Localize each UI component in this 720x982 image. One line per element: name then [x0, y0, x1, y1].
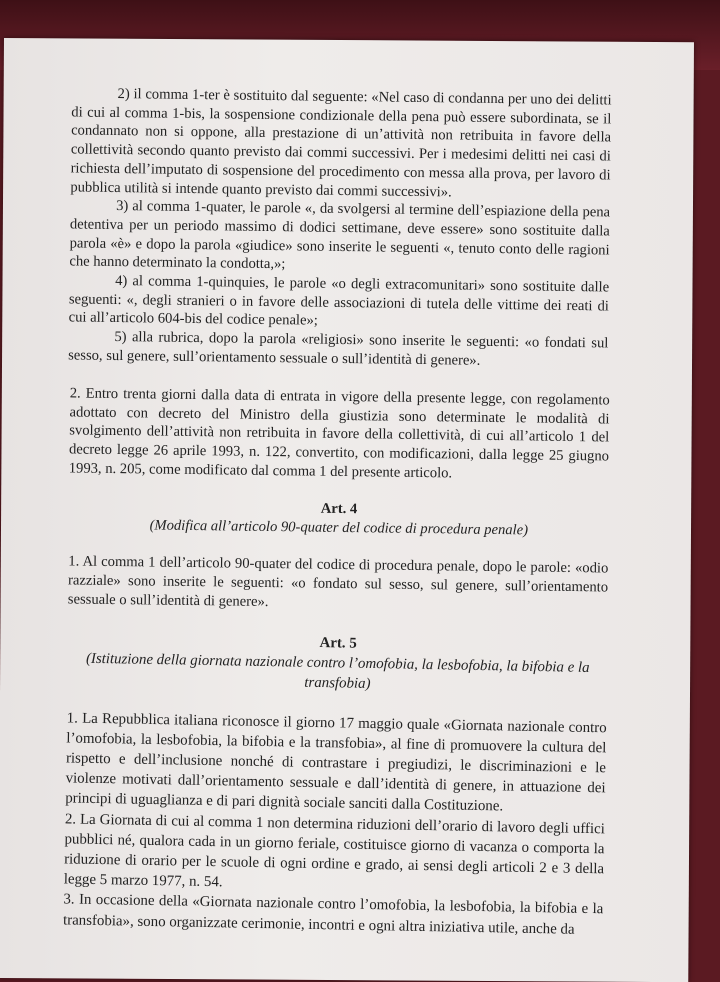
paragraph: 2. Entro trenta giorni dalla data di entrata in vigore della presente legge, con regolamento adottato con decreto del Ministro della giustizia sono determinate le modalità di svolgimento dell’attività non retribuita in favore della collettività, di cui all’articolo 1 del decreto legge 26 aprile 1993, n. 122, convertito, con modificazioni, dalla legge 25 giugno 1993, n. 205, come modificato dal comma 1 del presente articolo.: [68, 384, 610, 481]
article-5: [63, 628, 608, 940]
section-3-paragraph-2: [69, 384, 610, 485]
item-3: 3) al comma 1-quater, le parole «, da svolgersi al termine dell’espiazione della pena detentiva per un periodo massimo di dodici settimane, deve essere» sono sostituite dalla parola «è» e dopo la parola «giudice» sono inserite le seguenti «, tenuto conto delle ragioni che hanno determinato la condotta,»;: [69, 198, 611, 273]
art-5-paragraph-3: 3. In occasione della «Giornata nazionale contro l’omofobia, la lesbofobia, la bifobia e la transfobia», sono organizzate cerimonie, incontri e ogni altra iniziativa utile, anche da: [62, 891, 604, 937]
art-5-paragraph-1: 1. La Repubblica italiana riconosce il giorno 17 maggio quale «Giornata nazionale contro l’omofobia, la lesbofobia, la bifobia e la transfobia», al fine di promuovere la cultura del rispetto e dell’inclusione nonché di contrastare i pregiudizi, le discriminazioni e le violenze motivati dall’orientamento sessuale e dall’identità di genere, in attuazione dei principi di uguaglianza e di pari dignità sociale sanciti dalla Costituzione.: [65, 709, 607, 815]
art-4-subtitle: (Modifica all’articolo 90-quater del codice di procedura penale): [149, 517, 529, 539]
document-page: [0, 38, 694, 982]
art-5-paragraph-2: 2. La Giornata di cui al comma 1 non determina riduzioni dell’orario di lavoro degli uffici pubblici né, qualora cada in un giorno feriale, costituisce giorno di vacanza o comporta la riduzione di orario per le scuole di ogni ordine e grado, ai sensi degli articoli 2 e 3 della legge 5 marzo 1977, n. 54.: [63, 810, 605, 891]
item-4: 4) al comma 1-quinquies, le parole «o degli extracomunitari» sono sostituite dalle seguenti: «, degli stranieri o in favore delle associazioni di tutela delle vittime dei reati di cui all’articolo 604-bis del codice penale»;: [68, 273, 610, 330]
art-4-paragraph-1: 1. Al comma 1 dell’articolo 90-quater del codice di procedura penale, dopo le parole: «odio razziale» sono inserite le seguenti: «o fondato sul sesso, sul genere, sull’orientamento sessuale o sull’identità di genere».: [67, 553, 609, 610]
article-4: [68, 496, 609, 616]
item-5: 5) alla rubrica, dopo la parola «religiosi» sono inserite le seguenti: «o fondati sul sesso, sul genere, sull’orientamento sessuale o sull’identità di genere».: [68, 329, 609, 369]
document-text: [62, 84, 612, 937]
art-4-title: Art. 4: [320, 500, 358, 518]
item-2: 2) il comma 1-ter è sostituito dal seguente: «Nel caso di condanna per uno dei delitti di cui al comma 1-bis, la sospensione condizionale della pena può essere subordinata, se il condannato non si oppone, alla prestazione di un’attività non retribuita in favore della collettività secondo quanto previsto dai commi successivi. Per i medesimi delitti nei casi di richiesta dell’imputato di sospensione del procedimento con messa alla prova, per lavoro di pubblica utilità si intende quanto previsto dai commi successivi».: [70, 86, 612, 200]
section-3-items: [68, 84, 612, 372]
art-5-subtitle: (Istituzione della giornata nazionale contro l’omofobia, la lesbofobia, la bifobia e la transfobia): [85, 650, 590, 692]
art-5-title: Art. 5: [319, 634, 357, 652]
